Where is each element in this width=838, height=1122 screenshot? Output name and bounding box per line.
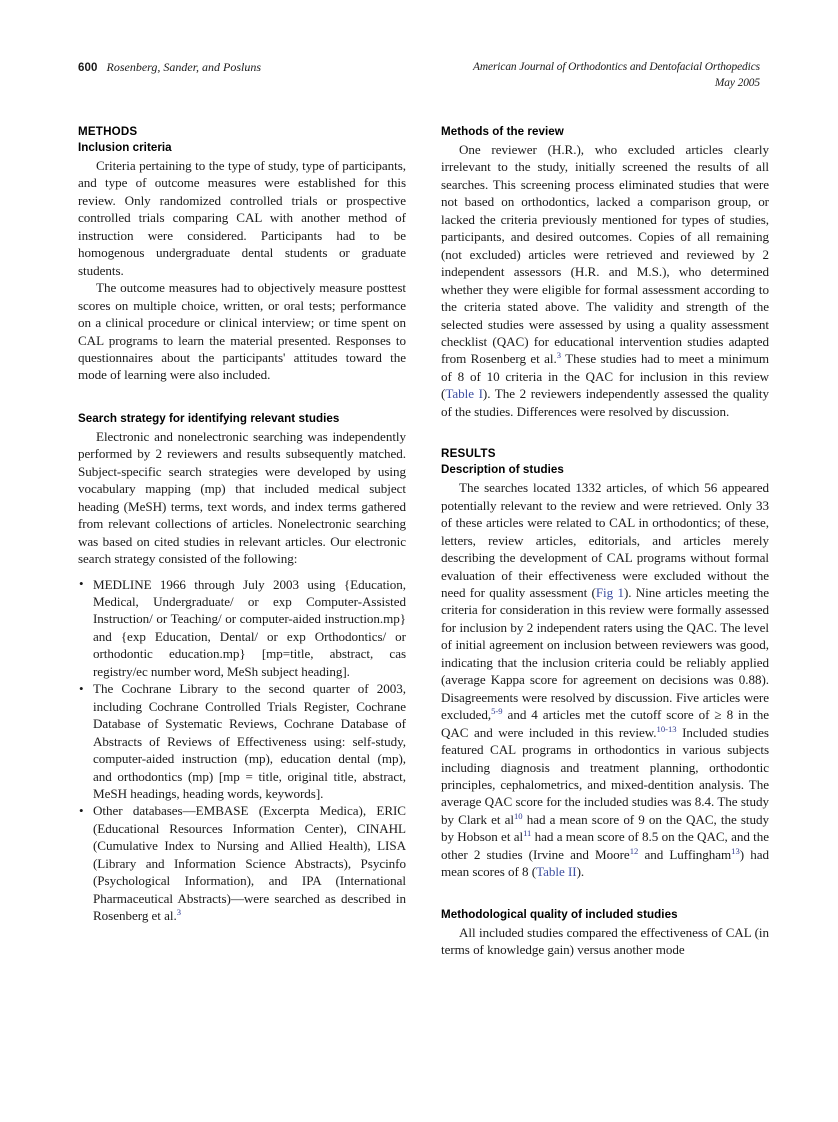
fig-1-link[interactable]: Fig 1: [595, 584, 624, 600]
left-column: [78, 124, 406, 959]
search-strategy-list: [78, 576, 406, 925]
table-2-link[interactable]: Table II: [536, 864, 577, 880]
paragraph-text-part: ).: [576, 864, 585, 880]
paragraph-search-1: Electronic and nonelectronic searching was independently performed by 2 reviewers and results subsequently matched. Subject-specific search strategies were developed by using vocabulary mapping (mp) that included medical subject heading (MeSH) terms, text words, and index terms gathered from relevant collections of articles. Nonelectronic searching was based on cited studies in relevant articles. Our electronic search strategy consisted of the following:: [78, 428, 406, 567]
running-head-left: [78, 60, 261, 75]
list-item: [78, 802, 406, 924]
paragraph-text-part: These studies had to meet a minimum of 8 of 10 criteria in the QAC for inclusion in this review (: [441, 351, 769, 402]
right-column: [441, 124, 769, 959]
paragraph-text-part: ). Nine articles meeting the criteria for consideration in this review were formally assessed for inclusion by 2 independent raters using the QAC. The level of initial agreement on inclusion between reviewers was good, indicating that the inclusion criteria could be reliably applied (average Kappa score for agreement on decisions was 0.88). Disagreements were resolved by discussion. Five articles were excluded,: [441, 584, 769, 723]
paragraph-description-of-studies: [441, 479, 769, 880]
heading-methods-of-review: Methods of the review: [441, 125, 564, 138]
paragraph-text-part: One reviewer (H.R.), who excluded articles clearly irrelevant to the study, initially screened the results of all searches. This screening process eliminated studies that were not based on orthodontics, lacked a comparison group, or lacked the criteria previously mentioned for types of studies, participants, and desired outcomes. Copies of all remaining (not excluded) articles were retrieved and reviewed by 2 independent assessors (H.R. and M.S.), who determined whether they were eligible for formal assessment according to the criteria stated above. The validity and strength of the selected studies were assessed by using a quality assessment checklist (QAC) for educational intervention studies adapted from Rosenberg et al.: [441, 142, 769, 367]
paragraph-text-part: Included studies featured CAL programs in orthodontics in various subjects including diagnosis and treatment planning, orthodontic principles, cephalometrics, and mixed-dentition analysis. The average QAC score for the included studies was 8.4. The study by Clark et al: [441, 724, 769, 827]
paragraph-text-part: ). The 2 reviewers independently assessed the quality of the studies. Differences were resolved by discussion.: [441, 386, 769, 419]
reference-marker[interactable]: 12: [629, 845, 639, 856]
list-spacer: [78, 568, 406, 576]
list-item: • MEDLINE 1966 through July 2003 using {Education, Medical, Undergraduate/ or exp Computer-Assisted Instruction/ or Teaching/ or computer-aided instruction.mp} and {exp Education, Dental/ or exp Orthodontics/ or orthodontic education.mp} [mp=title, abstract, cas registry/ec number word, MeSh subject heading].: [78, 576, 406, 681]
paragraph-text-part: and Luffingham: [638, 846, 732, 862]
heading-description-of-studies: Description of studies: [441, 463, 564, 477]
paragraph-inclusion-2: The outcome measures had to objectively measure posttest scores on multiple choice, written, or oral tests; performance on a clinical procedure or clinical interview; or time spent on CAL programs to learn the material presented. Responses to questionnaires about the participants' attitudes toward the mode of learning were also included.: [78, 280, 406, 383]
list-item: • The Cochrane Library to the second quarter of 2003, including Cochrane Controlled Trials Register, Cochrane Database of Systematic Reviews, Cochrane Database of Abstracts of Reviews of Effectiveness using: self-study, computer-aided instruction (mp), education dental (mp), and orthodontics (mp) [mp = title, original title, abstract, MeSH headings, heading words, keywords].: [78, 680, 406, 802]
paragraph-methodological-quality: All included studies compared the effectiveness of CAL (in terms of knowledge gain) versus another mode: [441, 924, 769, 958]
heading-search-strategy: Search strategy for identifying relevant studies: [78, 411, 340, 425]
reference-marker[interactable]: 5-9: [491, 706, 503, 717]
heading-inclusion-criteria: Inclusion criteria: [78, 141, 172, 154]
page-number: 600: [78, 62, 98, 74]
reference-marker[interactable]: 10-13: [656, 723, 677, 734]
table-1-link[interactable]: Table I: [445, 386, 483, 402]
paragraph-methods-review: [441, 141, 769, 420]
issue-date: May 2005: [714, 76, 760, 89]
paragraph-inclusion-1: Criteria pertaining to the type of study, type of participants, and type of outcome measures were established for this review. Only randomized controlled trials or prospective controlled trials comparing CAL with another method of instruction were considered. Participants had to be homogenous undergraduate dental students or graduate students.: [78, 158, 406, 278]
paragraph-text-part: had a mean score of 8.5 on the QAC, and the other 2 studies (Irvine and Moore: [441, 829, 769, 862]
paragraph-text-part: ) had mean scores of 8 (: [441, 846, 769, 880]
running-head: [78, 60, 760, 100]
heading-results: RESULTS: [441, 447, 496, 461]
heading-methodological-quality: Methodological quality of included studies: [441, 907, 678, 921]
reference-marker[interactable]: 3: [176, 907, 181, 918]
paragraph-text-part: and 4 articles met the cutoff score of ≥ 8 in the QAC and were included in this review.: [441, 707, 769, 740]
reference-marker[interactable]: 10: [513, 810, 523, 821]
paragraph-text-part: The searches located 1332 articles, of which 56 appeared potentially relevant to the review and were retrieved. Only 33 of these articles were related to CAL in orthodontics; of these, letters, review articles, editorials, and articles merely describing the development of CAL programs without formal evaluation of their effectiveness were excluded without the need for quality assessment (: [441, 480, 769, 600]
heading-methods: METHODS: [78, 125, 138, 138]
reference-marker[interactable]: 13: [731, 845, 740, 856]
running-head-authors: Rosenberg, Sander, and Posluns: [106, 60, 262, 74]
reference-marker[interactable]: 3: [556, 350, 561, 361]
list-item-text: Other databases—EMBASE (Excerpta Medica), ERIC (Educational Resources Information Center), CINAHL (Cumulative Index to Nursing and Allied Health), LISA (Library and Information Science Abstracts), Psycinfo (Psychological Information), and IPA (International Pharmaceutical Abstracts)—were searched as described in Rosenberg et al.: [93, 803, 406, 924]
paragraph-text-part: had a mean score of 9 on the QAC, the study by Hobson et al: [441, 811, 769, 845]
running-head-right: [473, 60, 760, 91]
article-body: [78, 124, 770, 959]
reference-marker[interactable]: 11: [523, 828, 532, 839]
journal-title: American Journal of Orthodontics and Dentofacial Orthopedics: [473, 61, 760, 73]
